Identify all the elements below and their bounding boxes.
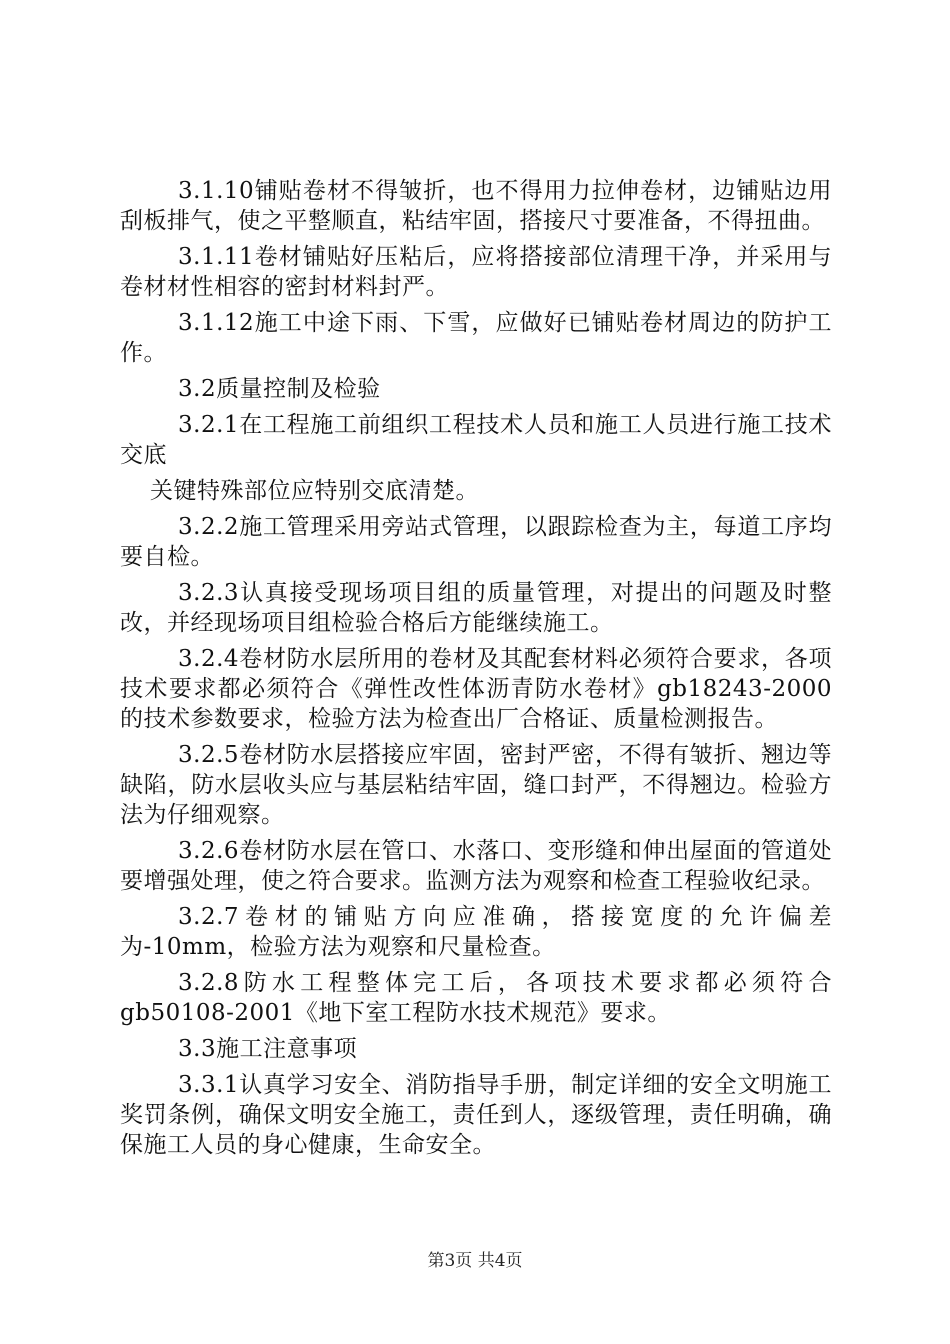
paragraph-3-2-2: 3.2.2施工管理采用旁站式管理，以跟踪检查为主，每道工序均要自检。 — [120, 514, 832, 570]
section-heading-3-2: 3.2质量控制及检验 — [178, 376, 381, 402]
section-heading-3-3: 3.3施工注意事项 — [178, 1036, 358, 1062]
paragraph-3-1-11: 3.1.11卷材铺贴好压粘后，应将搭接部位清理干净，并采用与卷材材性相容的密封材料封严。 — [120, 244, 832, 300]
paragraph-3-2-1-continued: 关键特殊部位应特别交底清楚。 — [150, 478, 479, 504]
paragraph-3-2-5: 3.2.5卷材防水层搭接应牢固，密封严密，不得有皱折、翘边等缺陷，防水层收头应与基层粘结牢固，缝口封严，不得翘边。检验方法为仔细观察。 — [120, 742, 832, 828]
paragraph-3-2-4: 3.2.4卷材防水层所用的卷材及其配套材料必须符合要求，各项技术要求都必须符合《弹性改性体沥青防水卷材》gb18243-2000的技术参数要求，检验方法为检查出厂合格证、质量检测报告。 — [120, 646, 832, 732]
page-number-footer: 第3页 共4页 — [427, 1251, 523, 1271]
paragraph-3-2-6: 3.2.6卷材防水层在管口、水落口、变形缝和伸出屋面的管道处要增强处理，使之符合要求。监测方法为观察和检查工程验收纪录。 — [120, 838, 832, 894]
paragraph-3-2-3: 3.2.3认真接受现场项目组的质量管理，对提出的问题及时整改，并经现场项目组检验合格后方能继续施工。 — [120, 580, 832, 636]
paragraph-3-1-12: 3.1.12施工中途下雨、下雪，应做好已铺贴卷材周边的防护工作。 — [120, 310, 832, 366]
paragraph-3-3-1: 3.3.1认真学习安全、消防指导手册，制定详细的安全文明施工奖罚条例，确保文明安全施工，责任到人，逐级管理，责任明确，确保施工人员的身心健康，生命安全。 — [120, 1072, 832, 1158]
paragraph-3-1-10: 3.1.10铺贴卷材不得皱折，也不得用力拉伸卷材，边铺贴边用刮板排气，使之平整顺直，粘结牢固，搭接尺寸要准备，不得扭曲。 — [120, 178, 832, 234]
paragraph-3-2-1: 3.2.1在工程施工前组织工程技术人员和施工人员进行施工技术交底 — [120, 412, 832, 468]
paragraph-3-2-7: 3.2.7卷材的铺贴方向应准确，搭接宽度的允许偏差为-10mm，检验方法为观察和尺量检查。 — [120, 904, 832, 960]
document-body — [120, 176, 832, 1166]
paragraph-3-2-8: 3.2.8防水工程整体完工后，各项技术要求都必须符合gb50108-2001《地下室工程防水技术规范》要求。 — [120, 970, 832, 1026]
